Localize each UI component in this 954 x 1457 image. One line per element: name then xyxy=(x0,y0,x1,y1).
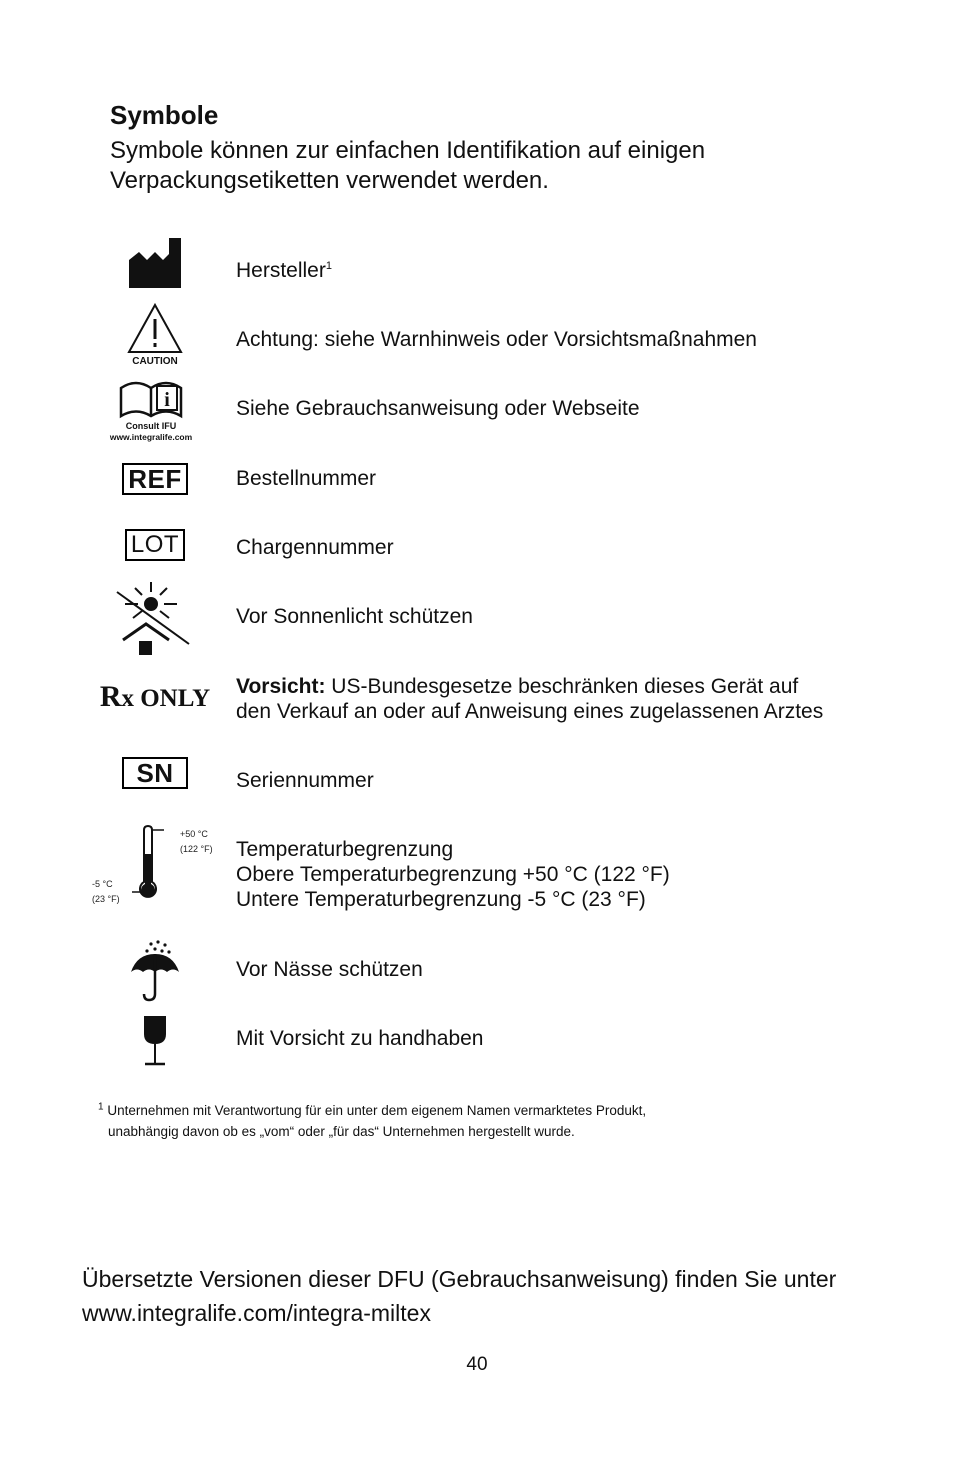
symbol-label-caution: Achtung: siehe Warnhinweis oder Vorsichtsmaßnahmen xyxy=(236,328,757,351)
intro-line-1: Symbole können zur einfachen Identifikation auf einigen xyxy=(110,137,706,164)
serial-number-icon xyxy=(80,757,230,789)
symbol-label-ref: Bestellnummer xyxy=(236,467,377,490)
temperature-upper: Obere Temperaturbegrenzung +50 °C (122 °F) xyxy=(236,863,670,886)
temp-icon-upper-f: (122 °F) xyxy=(180,844,213,854)
intro-text xyxy=(110,136,830,196)
umbrella-icon xyxy=(80,940,230,1002)
factory-icon xyxy=(80,236,230,290)
symbol-label-rx xyxy=(236,674,823,724)
symbol-label-manufacturer: Hersteller$^1$ xyxy=(236,259,332,282)
symbol-label-temperature xyxy=(236,837,670,912)
temp-icon-lower-c: -5 °C xyxy=(92,879,113,889)
rx-caution-line-2: den Verkauf an oder auf Anweisung eines zugelassenen Arztes xyxy=(236,700,824,723)
rx-caution-bold: Vorsicht: xyxy=(236,675,326,698)
symbol-label-sunlight: Vor Sonnenlicht schützen xyxy=(236,605,473,628)
footnote-line-2: unabhängig davon ob es „vom“ oder „für das“ Unternehmen hergestellt wurde. xyxy=(108,1124,575,1139)
lot-icon xyxy=(80,529,230,561)
ref-icon xyxy=(80,463,230,495)
temp-icon-lower-f: (23 °F) xyxy=(92,894,120,904)
footnote-mark: 1 xyxy=(98,1101,104,1113)
symbol-label-ifu: Siehe Gebrauchsanweisung oder Webseite xyxy=(236,397,640,420)
rx-icon-r: R xyxy=(99,680,122,713)
ifu-icon-text-2: www.integralife.com xyxy=(109,432,193,442)
symbol-label-fragile: Mit Vorsicht zu handhaben xyxy=(236,1027,484,1050)
consult-ifu-icon xyxy=(80,374,230,446)
rx-caution-text: US-Bundesgesetze beschränken dieses Gerät auf xyxy=(325,675,799,698)
caution-icon xyxy=(80,302,230,368)
keep-away-from-sunlight-icon xyxy=(80,580,230,660)
caution-icon-text: CAUTION xyxy=(132,356,178,367)
temperature-limit-icon xyxy=(88,824,228,914)
rx-icon-only: x ONLY xyxy=(121,685,211,712)
section-heading: Symbole xyxy=(110,100,219,130)
symbol-label-dry: Vor Nässe schützen xyxy=(236,958,423,981)
temp-icon-upper-c: +50 °C xyxy=(180,829,208,839)
footnote xyxy=(98,1100,646,1142)
temperature-lower: Untere Temperaturbegrenzung -5 °C (23 °F) xyxy=(236,888,646,911)
sn-icon-text: SN xyxy=(122,757,187,789)
ifu-icon-text-1: Consult IFU xyxy=(125,421,177,431)
translations-line-1: Übersetzte Versionen dieser DFU (Gebrauchsanweisung) finden Sie unter xyxy=(82,1266,837,1292)
translations-note xyxy=(82,1262,836,1330)
lot-icon-text: LOT xyxy=(125,529,185,561)
rx-only-icon xyxy=(80,680,230,714)
intro-line-2: Verpackungsetiketten verwendet werden. xyxy=(110,167,549,194)
footnote-line-1: Unternehmen mit Verantwortung für ein unter dem eigenem Namen vermarktetes Produkt, xyxy=(107,1103,647,1118)
symbol-label-serial: Seriennummer xyxy=(236,769,374,792)
translations-url[interactable]: www.integralife.com/integra-miltex xyxy=(82,1300,431,1326)
ref-icon-text: REF xyxy=(122,463,188,495)
svg-text:i: i xyxy=(164,389,170,411)
symbol-label-lot: Chargennummer xyxy=(236,536,394,559)
temperature-title: Temperaturbegrenzung xyxy=(236,838,454,861)
fragile-glass-icon xyxy=(80,1014,230,1066)
page-number: 40 xyxy=(466,1354,488,1375)
